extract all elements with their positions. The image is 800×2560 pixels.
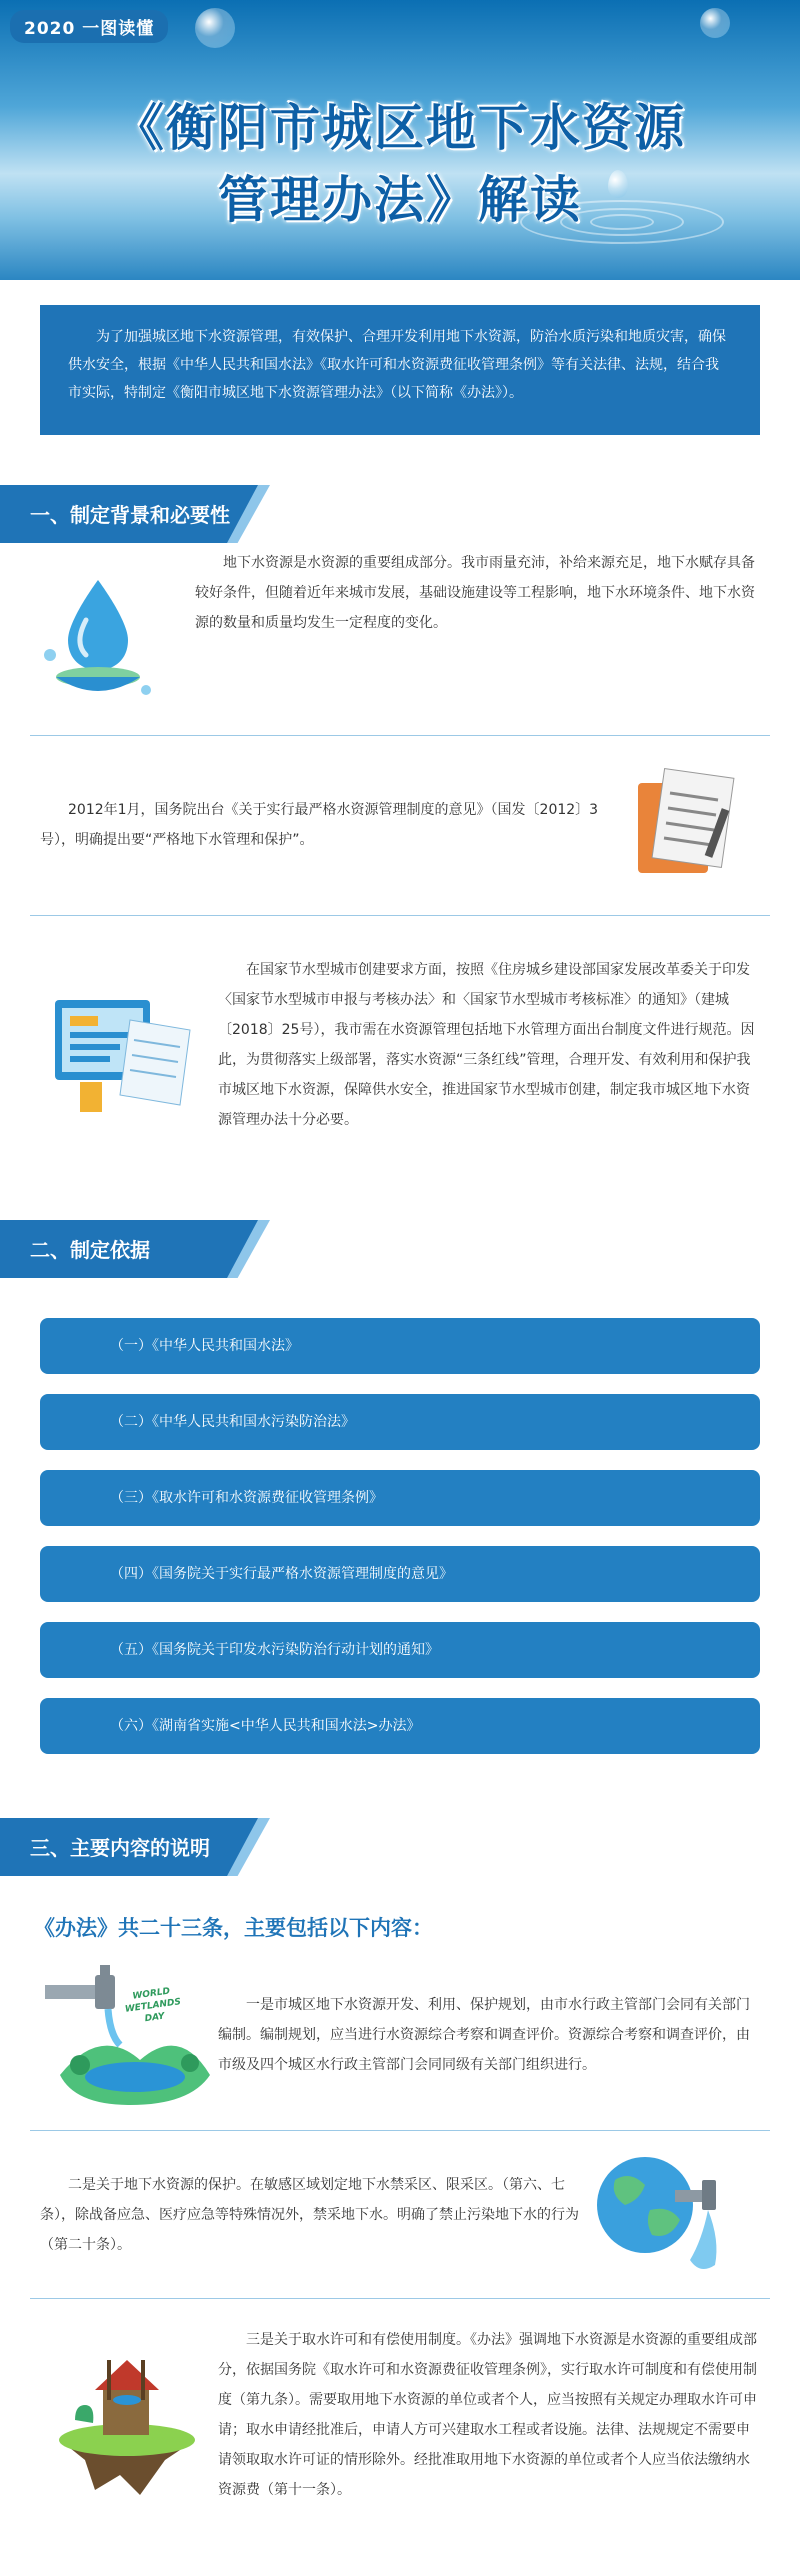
section3-heading: 三、主要内容的说明 xyxy=(30,1836,210,1860)
earth-faucet-icon xyxy=(590,2150,730,2280)
basis-item: （二）《中华人民共和国水污染防治法》 xyxy=(40,1394,760,1450)
page-title-line1: 《衡阳市城区地下水资源 xyxy=(114,99,686,157)
page-title-line2: 管理办法》解读 xyxy=(218,171,582,229)
section2-header xyxy=(0,1220,270,1278)
section1-paragraph2: 2012年1月，国务院出台《关于实行最严格水资源管理制度的意见》（国发〔2012〕3号），明确提出要“严格地下水管理和保护”。 xyxy=(40,802,599,848)
report-screen-icon xyxy=(50,990,200,1120)
section3-header xyxy=(0,1818,270,1876)
divider xyxy=(30,735,770,736)
divider xyxy=(30,915,770,916)
basis-item: （五）《国务院关于印发水污染防治行动计划的通知》 xyxy=(40,1622,760,1678)
wetlands-day-label: WORLD WETLANDS DAY xyxy=(124,1986,182,2025)
divider xyxy=(30,2130,770,2131)
intro-box: 为了加强城区地下水资源管理，有效保护、合理开发利用地下水资源，防治水质污染和地质灾害，确保供水安全，根据《中华人民共和国水法》《取水许可和水资源费征收管理条例》等有关法律、法规，结合我市实际，特制定《衡阳市城区地下水资源管理办法》（以下简称《办法》）。 xyxy=(40,305,760,435)
basis-item: （四）《国务院关于实行最严格水资源管理制度的意见》 xyxy=(40,1546,760,1602)
section3-paragraph1: 一是市城区地下水资源开发、利用、保护规划，由市水行政主管部门会同有关部门编制。编制规划，应当进行水资源综合考察和调查评价。资源综合考察和调查评价，由市级及四个城区水行政主管部门会同同级有关部门组织进行。 xyxy=(218,1997,750,2073)
faucet-wetland-icon xyxy=(40,1965,220,2110)
water-well-icon xyxy=(45,2345,205,2505)
water-drop-bowl-icon xyxy=(38,575,158,705)
water-droplet-icon xyxy=(195,8,235,48)
documents-icon xyxy=(628,768,748,878)
divider xyxy=(30,2298,770,2299)
section2-heading: 二、制定依据 xyxy=(30,1238,150,1262)
section1-paragraph3: 在国家节水型城市创建要求方面，按照《住房城乡建设部国家发展改革委关于印发〈国家节水型城市申报与考核办法〉和〈国家节水型城市考核标准〉的通知》（建城〔2018〕25号），我市需在水资源管理包括地下水管理方面出台制度文件进行规范。因此，为贯彻落实上级部署，落实水资源“三条红线”管理，合理开发、有效利用和保护我市城区地下水资源，保障供水安全，推进国家节水型城市创建，制定我市城区地下水资源管理办法十分必要。 xyxy=(218,962,755,1128)
section3-paragraph2: 二是关于地下水资源的保护。在敏感区域划定地下水禁采区、限采区。（第六、七条），除战备应急、医疗应急等特殊情况外，禁采地下水。明确了禁止污染地下水的行为（第二十条）。 xyxy=(40,2177,579,2253)
basis-item: （一）《中华人民共和国水法》 xyxy=(40,1318,760,1374)
section1-header xyxy=(0,485,270,543)
section1-paragraph1: 地下水资源是水资源的重要组成部分。我市雨量充沛，补给来源充足，地下水赋存具备较好条件，但随着近年来城市发展，基础设施建设等工程影响，地下水环境条件、地下水资源的数量和质量均发生一定程度的变化。 xyxy=(195,555,755,631)
water-droplet-icon xyxy=(700,8,730,38)
basis-item: （六）《湖南省实施<中华人民共和国水法>办法》 xyxy=(40,1698,760,1754)
section3-paragraph3: 三是关于取水许可和有偿使用制度。《办法》强调地下水资源是水资源的重要组成部分，依据国务院《取水许可和水资源费征收管理条例》，实行取水许可制度和有偿使用制度（第九条）。需要取用地下水资源的单位或者个人，应当按照有关规定办理取水许可申请；取水申请经批准后，申请人方可兴建取水工程或者设施。法律、法规规定不需要申请领取取水许可证的情形除外。经批准取用地下水资源的单位或者个人应当依法缴纳水资源费（第十一条）。 xyxy=(218,2332,757,2498)
year-badge: 2020 一图读懂 xyxy=(10,10,168,43)
hero-banner xyxy=(0,0,800,280)
section1-heading: 一、制定背景和必要性 xyxy=(30,503,230,527)
basis-item: （三）《取水许可和水资源费征收管理条例》 xyxy=(40,1470,760,1526)
section3-subheading: 《办法》共二十三条，主要包括以下内容： xyxy=(34,1916,433,1940)
